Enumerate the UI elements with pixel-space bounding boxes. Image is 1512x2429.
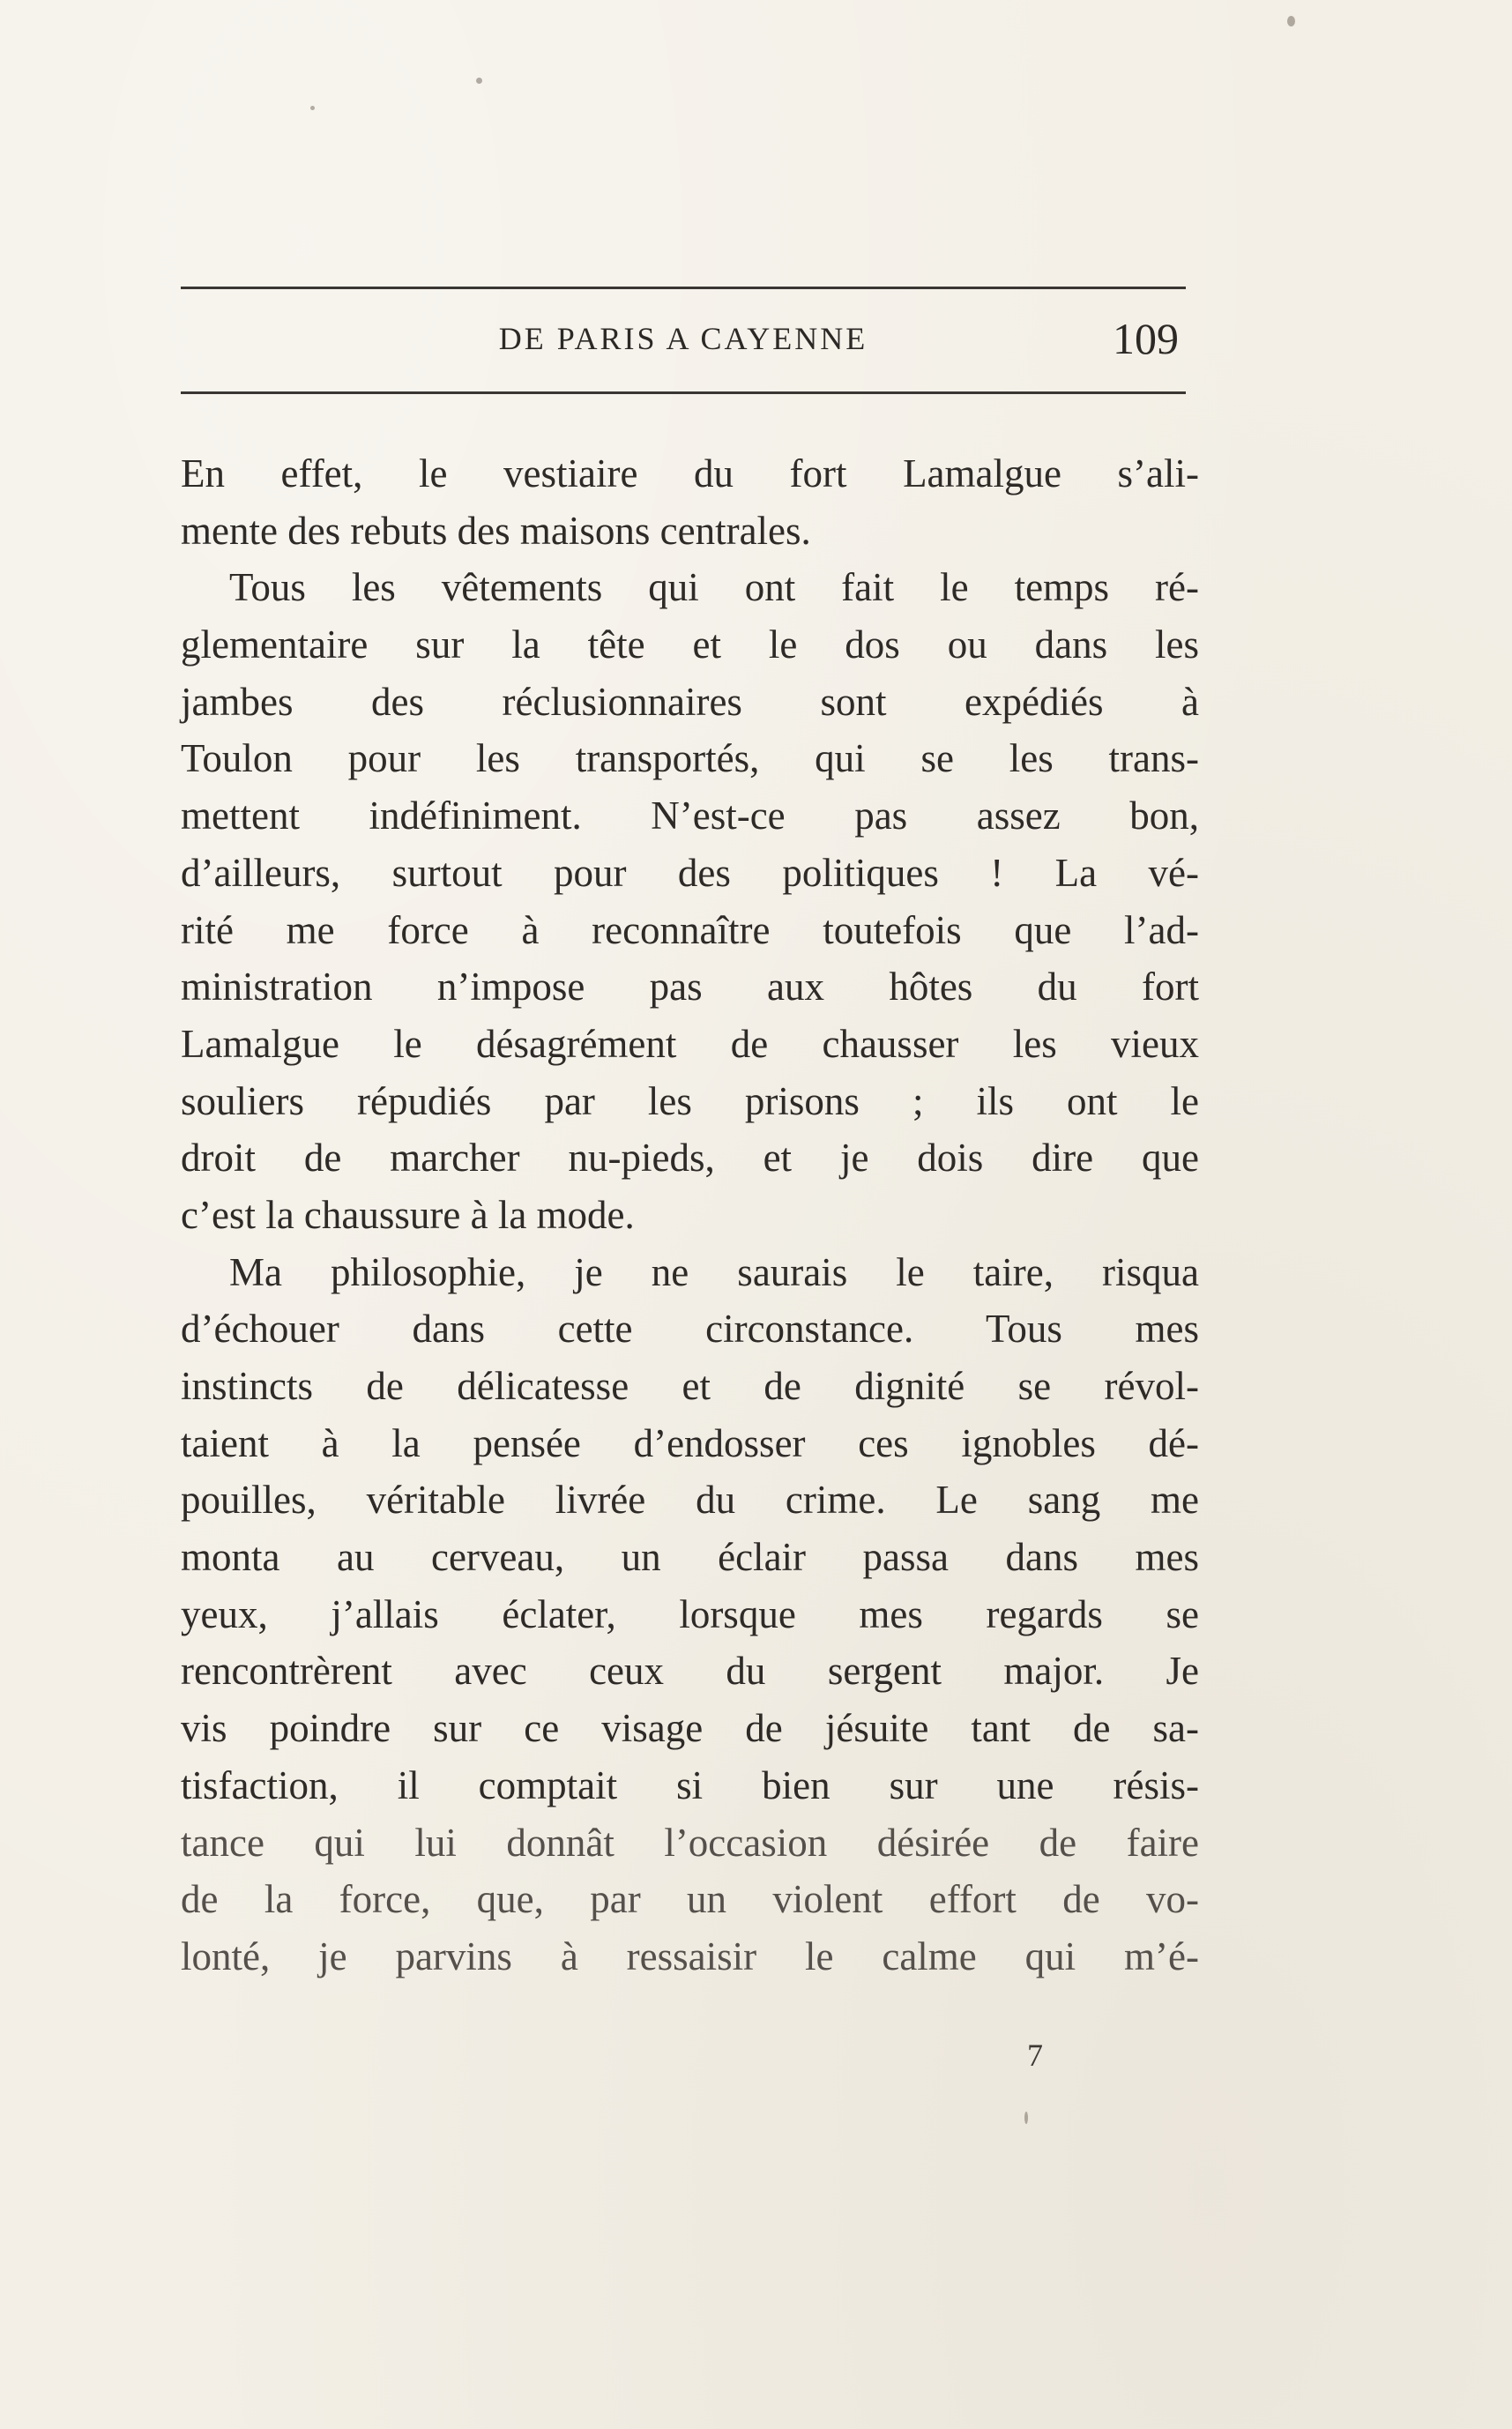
text-line: monta au cerveau, un éclair passa dans mes <box>181 1535 1199 1580</box>
text-line: droit de marcher nu-pieds, et je dois dire que <box>181 1136 1199 1181</box>
text-line: d’échouer dans cette circonstance. Tous mes <box>181 1307 1199 1352</box>
text-line: Tous les vêtements qui ont fait le temps ré- <box>229 565 1199 610</box>
text-line: tisfaction, il comptait si bien sur une résis- <box>181 1762 1199 1807</box>
text-line: En effet, le vestiaire du fort Lamalgue s’ali- <box>181 451 1199 495</box>
text-line: souliers répudiés par les prisons ; ils ont le <box>181 1078 1199 1123</box>
running-head <box>181 313 1186 375</box>
text-line: vis poindre sur ce visage de jésuite tant de sa- <box>181 1706 1199 1751</box>
text-line: glementaire sur la tête et le dos ou dans les <box>181 622 1199 667</box>
paper-speck <box>476 78 482 84</box>
paper-speck <box>310 106 315 110</box>
text-line: mente des rebuts des maisons centrales. <box>181 508 811 553</box>
header-top-rule <box>181 287 1186 289</box>
paper-speck <box>1024 2112 1028 2124</box>
text-line: c’est la chaussure à la mode. <box>181 1192 635 1237</box>
text-line: d’ailleurs, surtout pour des politiques ! La vé- <box>181 850 1199 895</box>
page-number: 109 <box>1113 314 1179 363</box>
text-line: mettent indéfiniment. N’est-ce pas assez bon, <box>181 794 1199 838</box>
text-line: rité me force à reconnaître toutefois que l’ad- <box>181 907 1199 952</box>
running-title: DE PARIS A CAYENNE <box>498 321 868 356</box>
text-line: tance qui lui donnât l’occasion désirée de faire <box>181 1820 1199 1865</box>
text-line: taient à la pensée d’endosser ces ignobles dé- <box>181 1420 1199 1465</box>
text-line: Toulon pour les transportés, qui se les trans- <box>181 736 1199 781</box>
signature-mark: 7 <box>1027 2038 1043 2073</box>
text-line: instincts de délicatesse et de dignité se révol- <box>181 1364 1199 1408</box>
text-line: rencontrèrent avec ceux du sergent major. Je <box>181 1649 1199 1694</box>
text-line: lonté, je parvins à ressaisir le calme qui m’é- <box>181 1934 1199 1978</box>
paper-speck <box>1287 16 1295 26</box>
text-line: yeux, j’allais éclater, lorsque mes regards se <box>181 1591 1199 1636</box>
body-text <box>181 445 1199 1986</box>
text-line: Ma philosophie, je ne saurais le taire, risqua <box>229 1249 1199 1294</box>
text-line: Lamalgue le désagrément de chausser les vieux <box>181 1021 1199 1066</box>
text-line: pouilles, véritable livrée du crime. Le sang me <box>181 1478 1199 1523</box>
text-line: jambes des réclusionnaires sont expédiés à <box>181 679 1199 724</box>
header-bottom-rule <box>181 391 1186 394</box>
text-line: de la force, que, par un violent effort de vo- <box>181 1877 1199 1922</box>
text-line: ministration n’impose pas aux hôtes du fort <box>181 965 1199 1010</box>
